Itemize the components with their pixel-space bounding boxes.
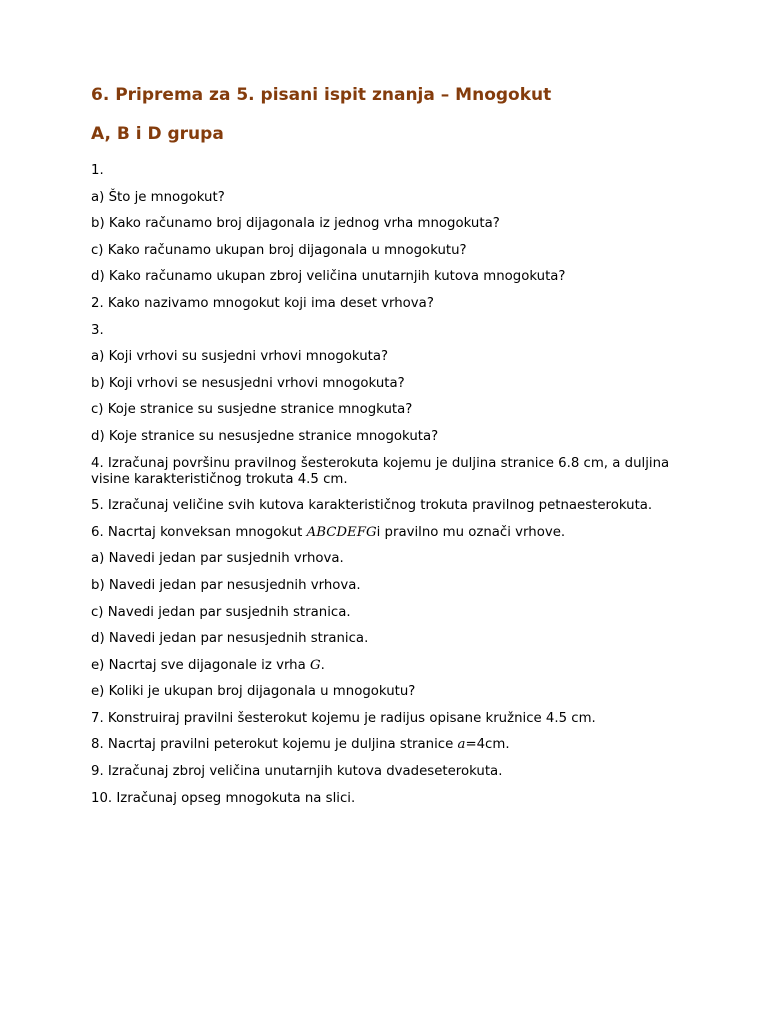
question-line: 2. Kako nazivamo mnogokut koji ima deset vrhova? (91, 295, 434, 311)
question-line: 4. Izračunaj površinu pravilnog šesterokuta kojemu je duljina stranice 6.8 cm, a duljina visine karakterističnog trokuta 4.5 cm. (91, 455, 670, 487)
question-line: a) Što je mnogokut? (91, 189, 225, 205)
question-line: e) Koliki je ukupan broj dijagonala u mnogokutu? (91, 684, 416, 700)
question-line: c) Koje stranice su susjedne stranice mnogkuta? (91, 402, 413, 418)
document-title: 6. Priprema za 5. pisani ispit znanja – Mnogokut (91, 85, 552, 105)
question-line-8 (91, 737, 681, 753)
group-heading: A, B i D grupa (91, 124, 224, 144)
question-line: b) Navedi jedan par nesusjednih vrhova. (91, 577, 361, 593)
question-line: c) Kako računamo ukupan broj dijagonala u mnogokutu? (91, 242, 467, 258)
question-line: b) Kako računamo broj dijagonala iz jednog vrha mnogokuta? (91, 216, 500, 232)
question-line: 9. Izračunaj zbroj veličina unutarnjih kutova dvadeseterokuta. (91, 764, 503, 780)
question-list (91, 163, 681, 817)
question-line: a) Koji vrhovi su susjedni vrhovi mnogokuta? (91, 349, 389, 365)
question-line: b) Koji vrhovi se nesusjedni vrhovi mnogokuta? (91, 375, 405, 391)
math-polygon-name: ABCDEFG (306, 524, 377, 540)
question-line: d) Navedi jedan par nesusjednih stranica. (91, 631, 369, 647)
question-line-6 (91, 525, 681, 541)
text-run: =4cm. (465, 737, 510, 753)
math-variable: a (457, 737, 466, 753)
question-line: c) Navedi jedan par susjednih stranica. (91, 604, 351, 620)
question-line: 3. (91, 322, 104, 338)
question-line-6e (91, 658, 681, 674)
question-line: a) Navedi jedan par susjednih vrhova. (91, 551, 344, 567)
text-run: e) Nacrtaj sve dijagonale iz vrha (91, 657, 310, 673)
text-run: 8. Nacrtaj pravilni peterokut kojemu je duljina stranice (91, 737, 458, 753)
question-line: d) Kako računamo ukupan zbroj veličina unutarnjih kutova mnogokuta? (91, 269, 566, 285)
text-run: 6. Nacrtaj konveksan mnogokut (91, 524, 307, 540)
text-run: . (320, 657, 325, 673)
math-vertex-name: G (310, 657, 321, 673)
text-run: i pravilno mu označi vrhove. (376, 524, 566, 540)
question-line: 7. Konstruiraj pravilni šesterokut kojemu je radijus opisane kružnice 4.5 cm. (91, 710, 596, 726)
question-line: 1. (91, 163, 104, 178)
question-line: 10. Izračunaj opseg mnogokuta na slici. (91, 790, 356, 806)
question-line: 5. Izračunaj veličine svih kutova karakterističnog trokuta pravilnog petnaesterokuta. (91, 498, 653, 514)
question-line: d) Koje stranice su nesusjedne stranice mnogokuta? (91, 428, 439, 444)
